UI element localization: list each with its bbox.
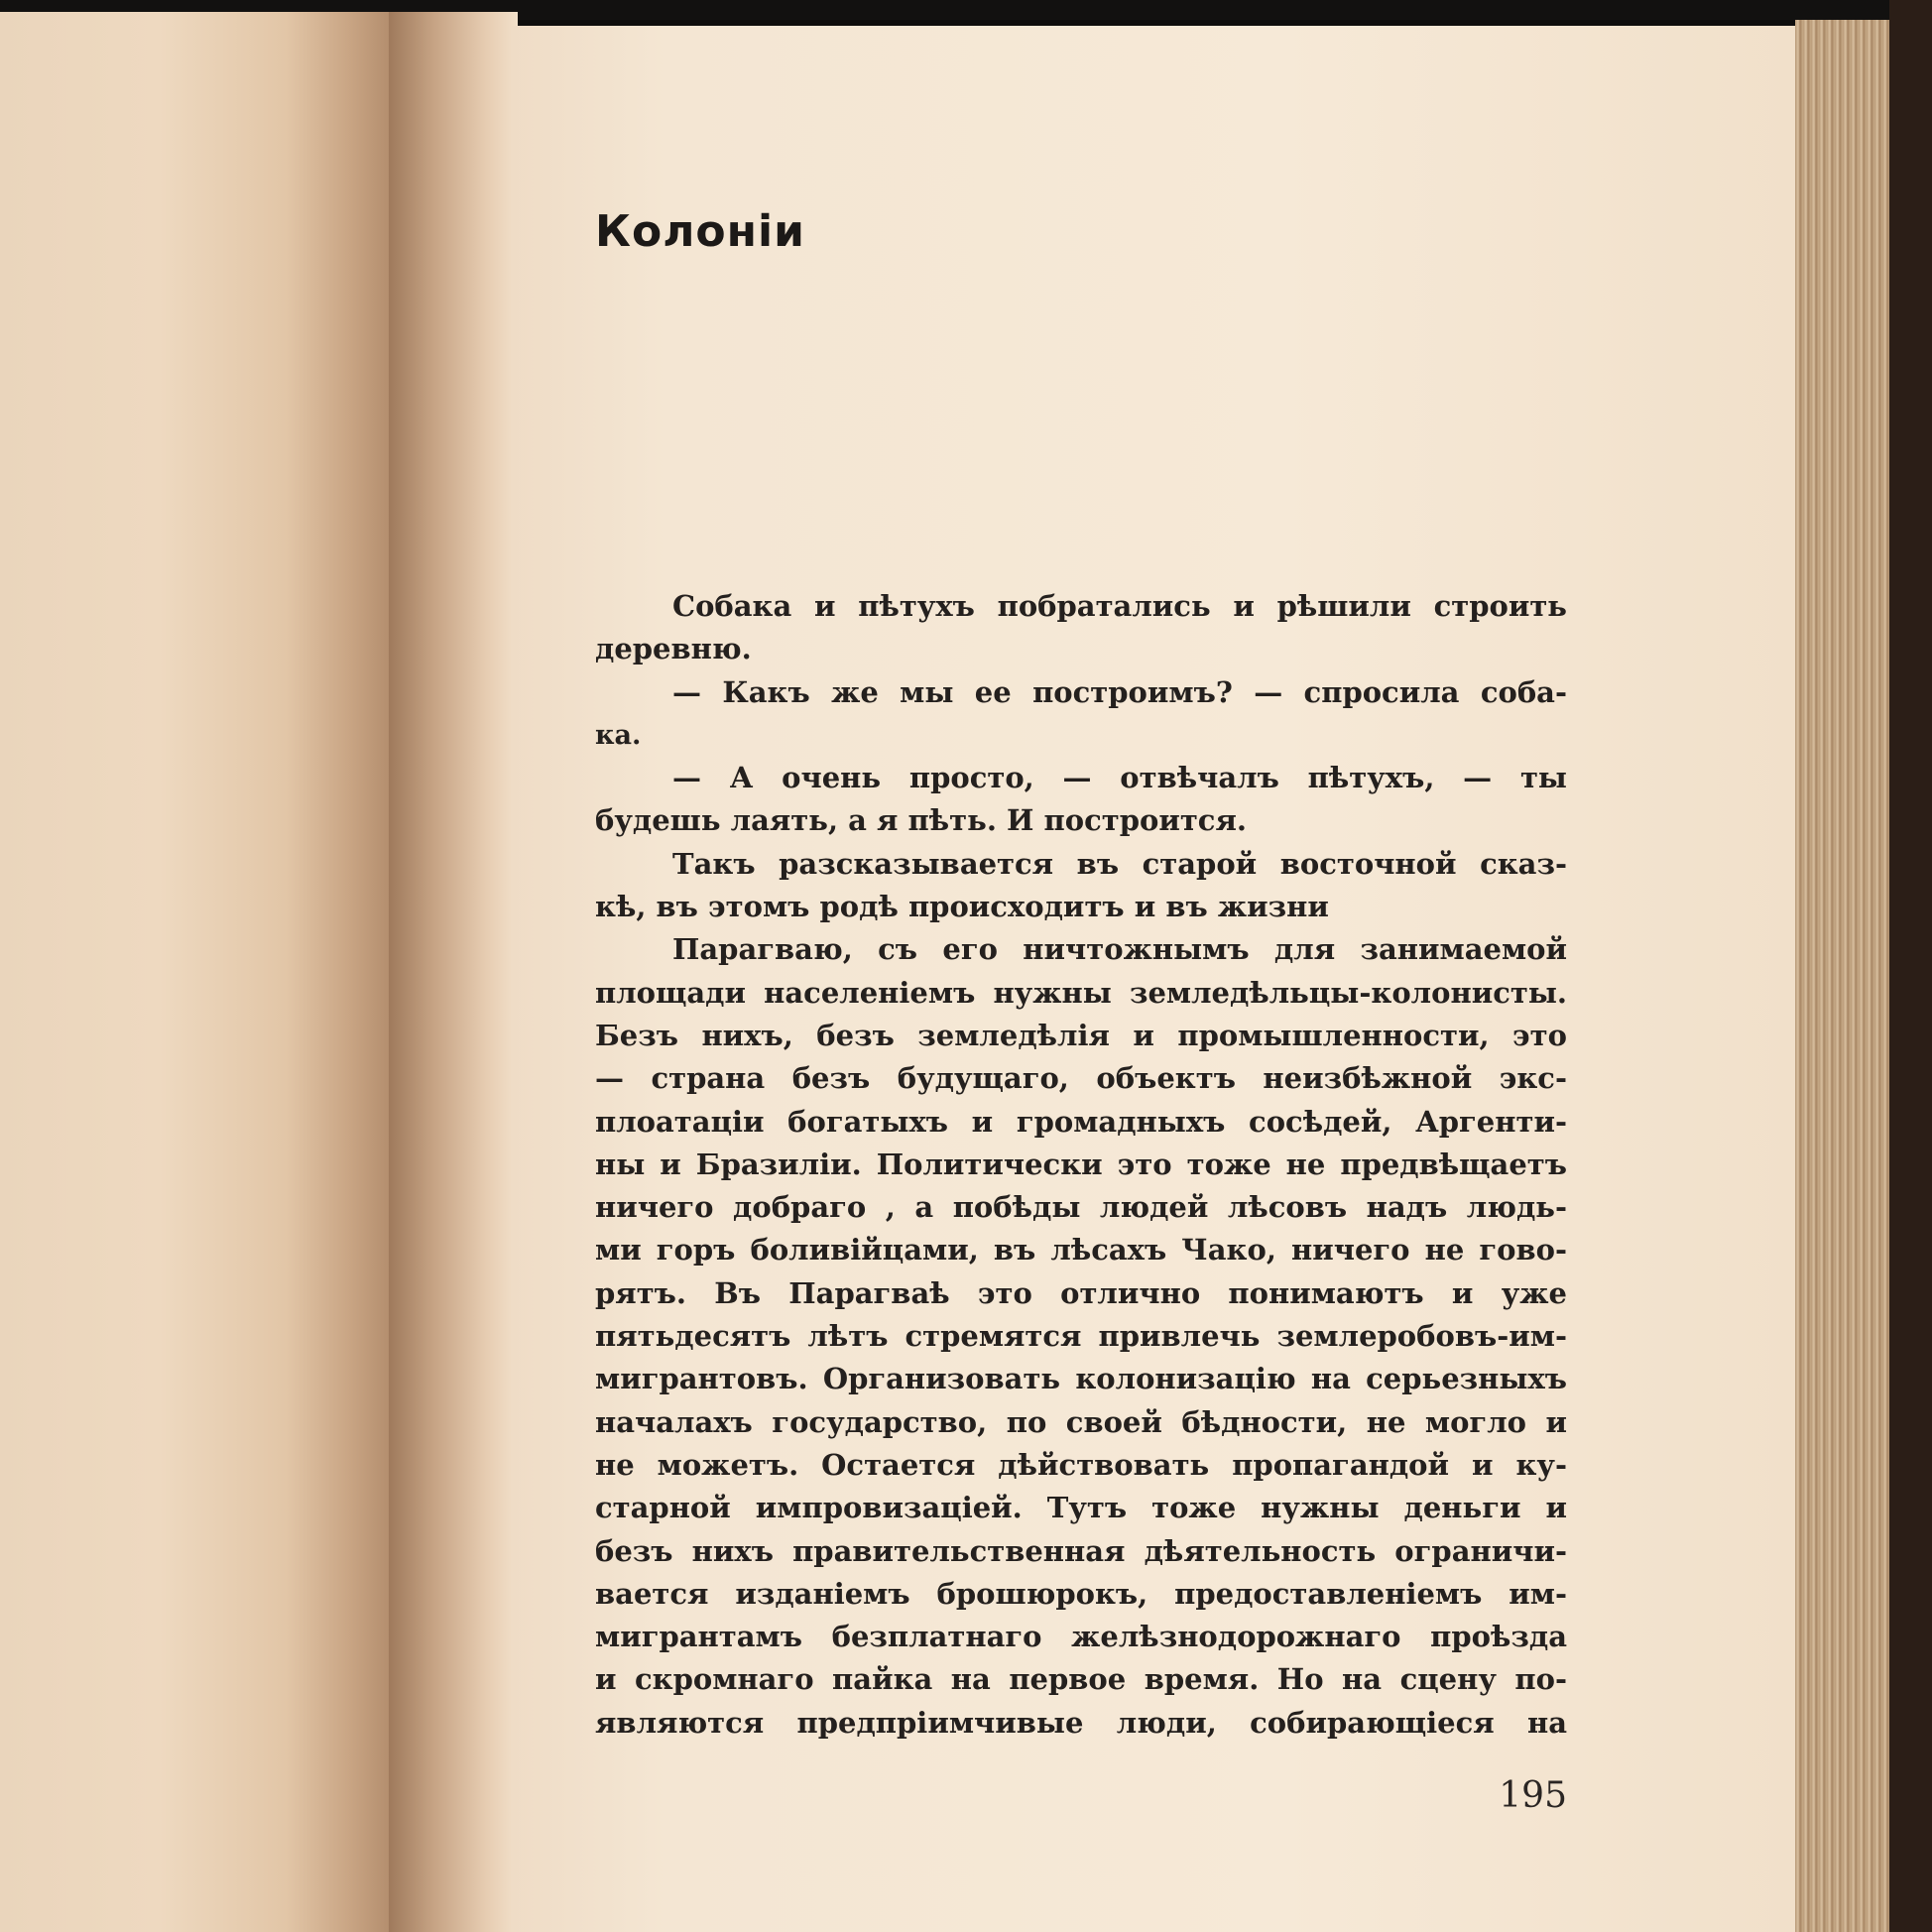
left-page: [0, 12, 397, 1932]
body-line: Безъ нихъ, безъ земледѣлія и промышленности, это: [595, 1018, 1567, 1052]
page-edges: [1795, 20, 1894, 1932]
body-line: — страна безъ будущаго, объектъ неизбѣжной экс-: [595, 1061, 1567, 1096]
body-line: мигрантамъ безплатнаго желѣзнодорожнаго проѣзда: [595, 1620, 1567, 1654]
page-number: 195: [1499, 1775, 1567, 1816]
body-line: — А очень просто, — отвѣчалъ пѣтухъ, — ты: [672, 761, 1567, 795]
body-line: ка.: [595, 719, 642, 751]
body-line: мигрантовъ. Организовать колонизацію на серьезныхъ: [595, 1362, 1567, 1396]
body-line: — Какъ же мы ее построимъ? — спросила соба-: [672, 674, 1567, 709]
body-line: пятьдесятъ лѣтъ стремятся привлечь землеробовъ-им-: [595, 1319, 1567, 1354]
body-line: Парагваю, съ его ничтожнымъ для занимаемой: [672, 932, 1567, 967]
body-line: площади населеніемъ нужны земледѣльцы-колонисты.: [595, 975, 1567, 1010]
body-line: ми горъ боливійцами, въ лѣсахъ Чако, ничего не гово-: [595, 1233, 1567, 1268]
chapter-body: [595, 585, 1567, 1745]
body-line: безъ нихъ правительственная дѣятельность ограничи-: [595, 1533, 1567, 1568]
book-cover-edge: [1889, 0, 1932, 1932]
body-line: Такъ разсказывается въ старой восточной сказ-: [672, 846, 1567, 881]
body-line: плоатаціи богатыхъ и громадныхъ сосѣдей, Аргенти-: [595, 1104, 1567, 1139]
body-line: старной импровизаціей. Тутъ тоже нужны деньги и: [595, 1491, 1567, 1525]
body-line: ны и Бразиліи. Политически это тоже не предвѣщаетъ: [595, 1147, 1567, 1181]
book-gutter: [389, 12, 518, 1932]
body-line: Собака и пѣтухъ побратались и рѣшили строить: [672, 589, 1567, 623]
chapter-title: Колоніи: [595, 206, 805, 257]
body-line: началахъ государство, по своей бѣдности, не могло и: [595, 1404, 1567, 1439]
body-line: деревню.: [595, 632, 752, 666]
body-line: будешь лаять, а я пѣть. И построится.: [595, 803, 1247, 838]
body-line: рятъ. Въ Парагваѣ это отлично понимаютъ и уже: [595, 1275, 1567, 1310]
body-line: кѣ, въ этомъ родѣ происходитъ и въ жизни: [595, 890, 1329, 924]
body-line: не можетъ. Остается дѣйствовать пропагандой и ку-: [595, 1447, 1567, 1482]
body-line: вается изданіемъ брошюрокъ, предоставленіемъ им-: [595, 1576, 1567, 1611]
body-line: ничего добраго , а побѣды людей лѣсовъ надъ людь-: [595, 1190, 1567, 1225]
body-line: и скромнаго пайка на первое время. Но на сцену по-: [595, 1662, 1567, 1697]
body-line: являются предпріимчивые люди, собирающіеся на: [595, 1705, 1567, 1740]
